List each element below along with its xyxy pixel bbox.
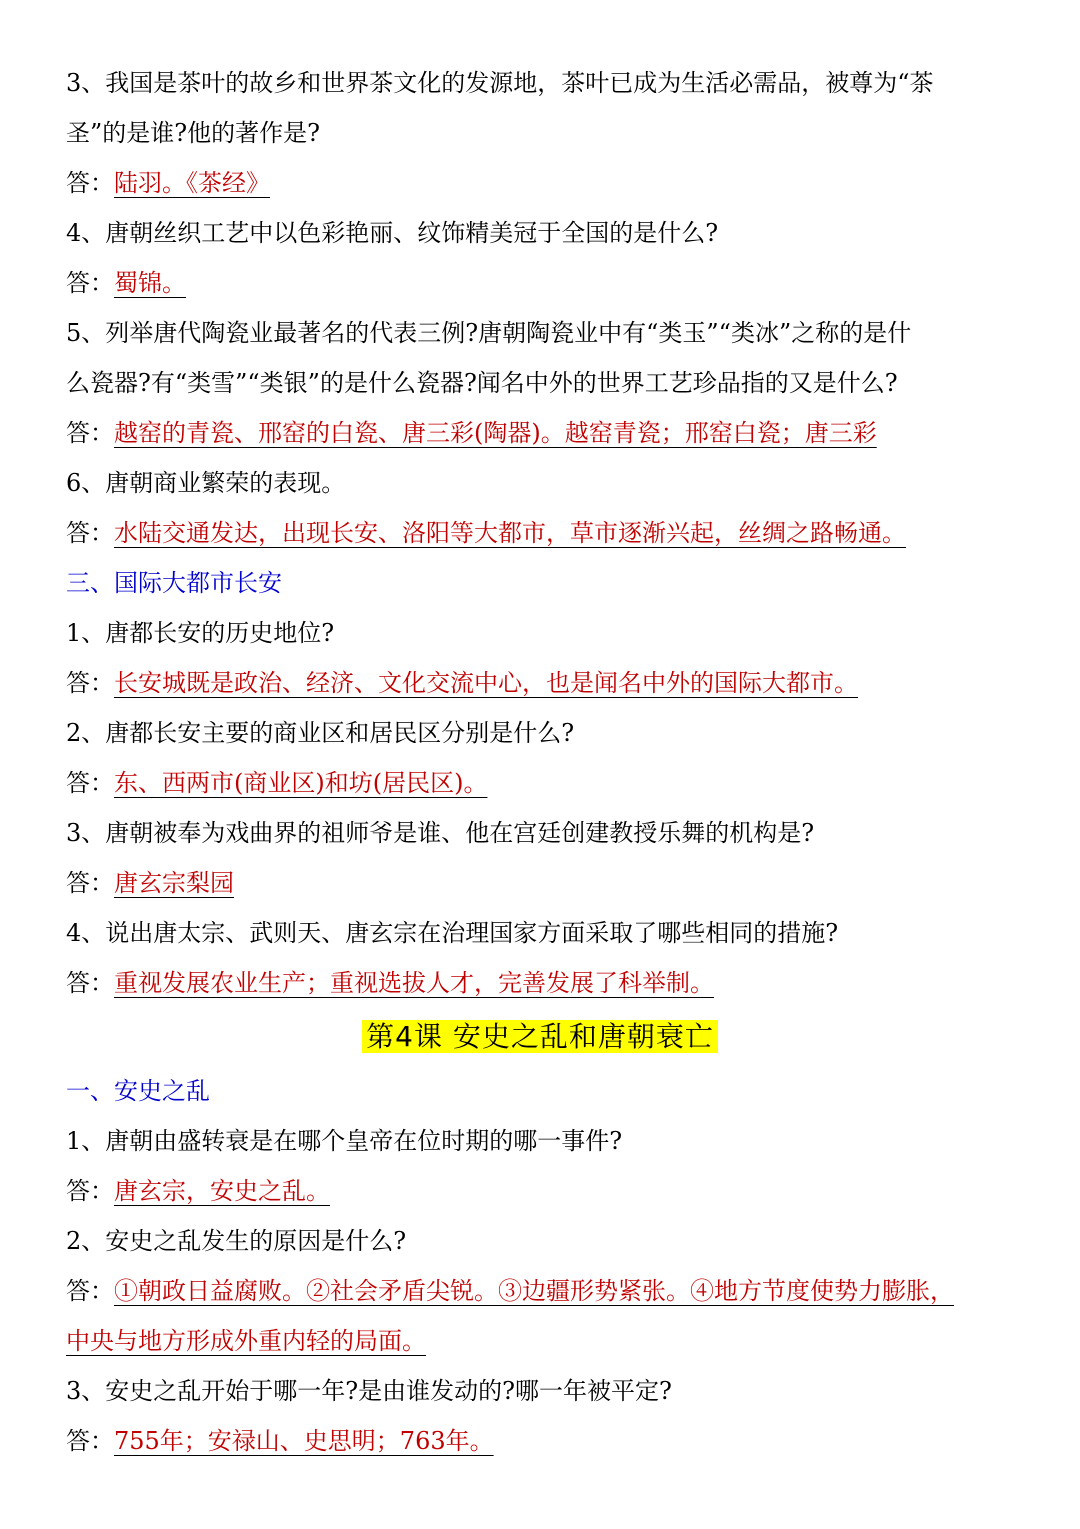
question-line: 3、安史之乱开始于哪一年?是由谁发动的?哪一年被平定? bbox=[66, 1377, 672, 1405]
answer-line bbox=[66, 158, 1026, 208]
answer-prefix: 答： bbox=[66, 1277, 114, 1305]
answer-text: 中央与地方形成外重内轻的局面。 bbox=[66, 1327, 426, 1355]
question-line: 1、唐朝由盛转衰是在哪个皇帝在位时期的哪一事件? bbox=[66, 1127, 623, 1155]
answer-prefix: 答： bbox=[66, 769, 114, 797]
answer-prefix: 答： bbox=[66, 969, 114, 997]
answer-prefix: 答： bbox=[66, 419, 114, 447]
answer-prefix: 答： bbox=[66, 1177, 114, 1205]
question-line: 6、唐朝商业繁荣的表现。 bbox=[66, 469, 346, 497]
section-heading: 三、国际大都市长安 bbox=[66, 569, 282, 597]
question-line: 2、唐都长安主要的商业区和居民区分别是什么? bbox=[66, 719, 575, 747]
answer-text: 陆羽。《茶经》 bbox=[114, 169, 270, 197]
question-line: 么瓷器?有“类雪”“类银”的是什么瓷器?闻名中外的世界工艺珍品指的又是什么? bbox=[66, 369, 898, 397]
answer-prefix: 答： bbox=[66, 669, 114, 697]
answer-text: 重视发展农业生产；重视选拔人才，完善发展了科举制。 bbox=[114, 969, 714, 997]
answer-prefix: 答： bbox=[66, 869, 114, 897]
question-line: 1、唐都长安的历史地位? bbox=[66, 619, 335, 647]
answer-text: 唐玄宗梨园 bbox=[114, 869, 234, 897]
answer-prefix: 答： bbox=[66, 1427, 114, 1455]
answer-line bbox=[66, 658, 1026, 708]
answer-line bbox=[66, 858, 1026, 908]
question-line: 4、说出唐太宗、武则天、唐玄宗在治理国家方面采取了哪些相同的措施? bbox=[66, 919, 839, 947]
answer-text: 755年；安禄山、史思明；763年。 bbox=[114, 1427, 494, 1455]
question-line: 3、唐朝被奉为戏曲界的祖师爷是谁、他在宫廷创建教授乐舞的机构是? bbox=[66, 819, 815, 847]
document-page bbox=[66, 58, 1026, 1466]
answer-text: 越窑的青瓷、邢窑的白瓷、唐三彩(陶器)。越窑青瓷；邢窑白瓷；唐三彩 bbox=[114, 419, 877, 447]
answer-text: 东、西两市(商业区)和坊(居民区)。 bbox=[114, 769, 488, 797]
answer-line bbox=[66, 258, 1026, 308]
lesson-heading-row bbox=[0, 1008, 1080, 1066]
answer-line bbox=[66, 408, 1026, 458]
answer-line bbox=[66, 508, 1026, 558]
answer-text: 水陆交通发达，出现长安、洛阳等大都市，草市逐渐兴起，丝绸之路畅通。 bbox=[114, 519, 906, 547]
answer-text: 蜀锦。 bbox=[114, 269, 186, 297]
answer-continuation-line bbox=[66, 1316, 1026, 1366]
answer-line bbox=[66, 758, 1026, 808]
question-line: 3、我国是茶叶的故乡和世界茶文化的发源地，茶叶已成为生活必需品，被尊为“茶 bbox=[66, 69, 934, 97]
question-line: 2、安史之乱发生的原因是什么? bbox=[66, 1227, 407, 1255]
answer-line bbox=[66, 1166, 1026, 1216]
answer-text: 长安城既是政治、经济、文化交流中心，也是闻名中外的国际大都市。 bbox=[114, 669, 858, 697]
answer-prefix: 答： bbox=[66, 269, 114, 297]
section-heading: 一、安史之乱 bbox=[66, 1077, 210, 1105]
answer-line bbox=[66, 1266, 1026, 1316]
question-line: 5、列举唐代陶瓷业最著名的代表三例?唐朝陶瓷业中有“类玉”“类冰”之称的是什 bbox=[66, 319, 912, 347]
question-line: 4、唐朝丝织工艺中以色彩艳丽、纹饰精美冠于全国的是什么? bbox=[66, 219, 719, 247]
answer-line bbox=[66, 958, 1026, 1008]
answer-line bbox=[66, 1416, 1026, 1466]
question-line: 圣”的是谁?他的著作是? bbox=[66, 119, 321, 147]
answer-prefix: 答： bbox=[66, 169, 114, 197]
answer-text: ①朝政日益腐败。②社会矛盾尖锐。③边疆形势紧张。④地方节度使势力膨胀， bbox=[114, 1277, 954, 1305]
lesson-title: 第4课 安史之乱和唐朝衰亡 bbox=[362, 1020, 718, 1053]
answer-text: 唐玄宗，安史之乱。 bbox=[114, 1177, 330, 1205]
answer-prefix: 答： bbox=[66, 519, 114, 547]
